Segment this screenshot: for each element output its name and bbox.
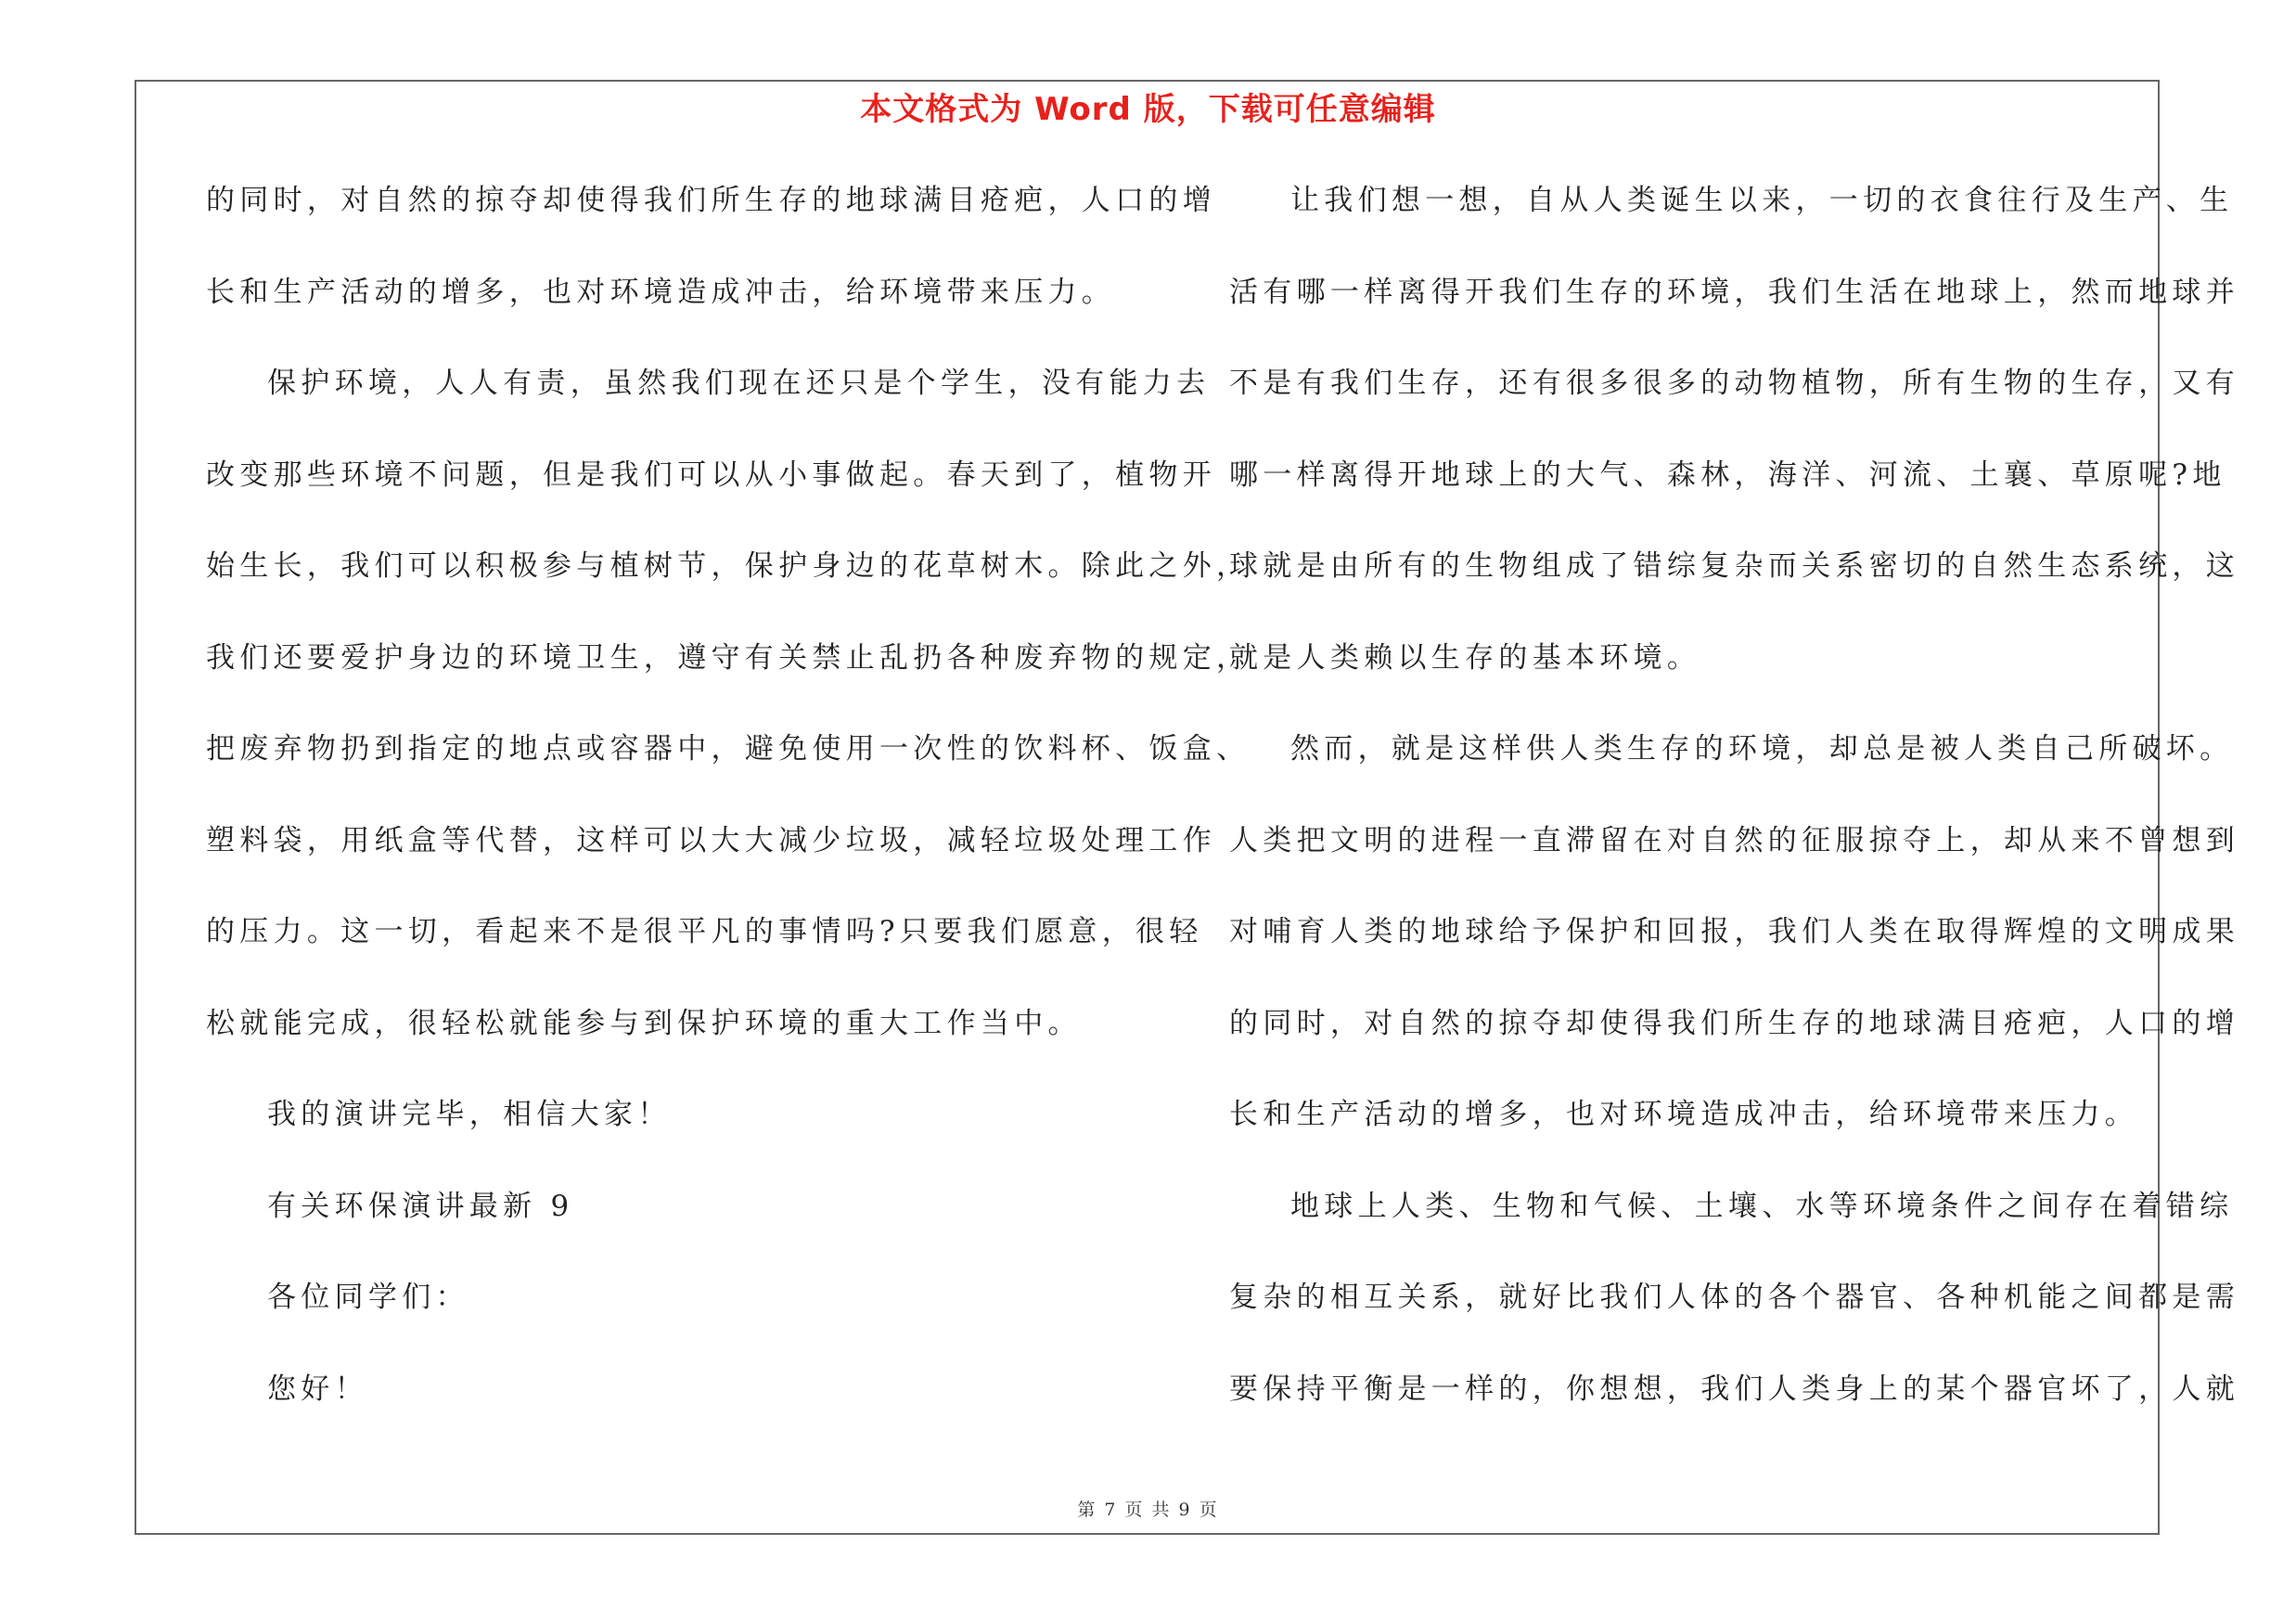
text-line: 就是人类赖以生存的基本环境。 <box>1229 641 1701 675</box>
banner-title: 本文格式为 Word 版，下载可任意编辑 <box>860 91 1436 128</box>
text-line: 长和生产活动的增多，也对环境造成冲击，给环境带来压力。 <box>206 276 1116 309</box>
text-line: 地球上人类、生物和气候、土壤、水等环境条件之间存在着错综 <box>1290 1190 2234 1223</box>
text-line: 松就能完成，很轻松就能参与到保护环境的重大工作当中。 <box>206 1007 1082 1040</box>
text-line: 始生长，我们可以积极参与植树节，保护身边的花草树木。除此之外， <box>206 549 1251 583</box>
text-line: 改变那些环境不问题，但是我们可以从小事做起。春天到了，植物开 <box>206 458 1216 492</box>
text-line: 各位同学们： <box>267 1281 469 1314</box>
text-line: 复杂的相互关系，就好比我们人体的各个器官、各种机能之间都是需 <box>1229 1281 2239 1314</box>
text-line: 活有哪一样离得开我们生存的环境，我们生活在地球上，然而地球并 <box>1229 276 2239 309</box>
text-line: 不是有我们生存，还有很多很多的动物植物，所有生物的生存，又有 <box>1229 367 2239 400</box>
text-line: 哪一样离得开地球上的大气、森林，海洋、河流、土襄、草原呢?地 <box>1229 458 2226 492</box>
text-line: 我们还要爱护身边的环境卫生，遵守有关禁止乱扔各种废弃物的规定， <box>206 641 1251 675</box>
text-line: 塑料袋，用纸盒等代替，这样可以大大减少垃圾，减轻垃圾处理工作 <box>206 824 1216 857</box>
text-line: 让我们想一想，自从人类诞生以来，一切的衣食往行及生产、生 <box>1290 184 2234 217</box>
text-line: 然而，就是这样供人类生存的环境，却总是被人类自己所破坏。 <box>1290 732 2234 766</box>
text-line: 的压力。这一切，看起来不是很平凡的事情吗?只要我们愿意，很轻 <box>206 915 1203 948</box>
text-line: 要保持平衡是一样的，你想想，我们人类身上的某个器官坏了，人就 <box>1229 1372 2239 1406</box>
text-line: 的同时，对自然的掠夺却使得我们所生存的地球满目疮疤，人口的增 <box>1229 1007 2239 1040</box>
page-footer: 第 7 页 共 9 页 <box>1077 1500 1219 1520</box>
text-line: 长和生产活动的增多，也对环境造成冲击，给环境带来压力。 <box>1229 1098 2139 1131</box>
text-line: 把废弃物扔到指定的地点或容器中，避免使用一次性的饮料杯、饭盒、 <box>206 732 1251 766</box>
text-line: 对哺育人类的地球给予保护和回报，我们人类在取得辉煌的文明成果 <box>1229 915 2239 948</box>
text-line: 人类把文明的进程一直滞留在对自然的征服掠夺上，却从来不曾想到 <box>1229 824 2239 857</box>
section-heading: 有关环保演讲最新 9 <box>267 1190 574 1223</box>
text-line: 球就是由所有的生物组成了错综复杂而关系密切的自然生态系统，这 <box>1229 549 2239 583</box>
text-line: 保护环境，人人有责，虽然我们现在还只是个学生，没有能力去 <box>267 367 1211 400</box>
text-line: 您好！ <box>267 1372 368 1406</box>
text-line: 我的演讲完毕，相信大家！ <box>267 1098 672 1131</box>
text-line: 的同时，对自然的掠夺却使得我们所生存的地球满目疮疤，人口的增 <box>206 184 1216 217</box>
